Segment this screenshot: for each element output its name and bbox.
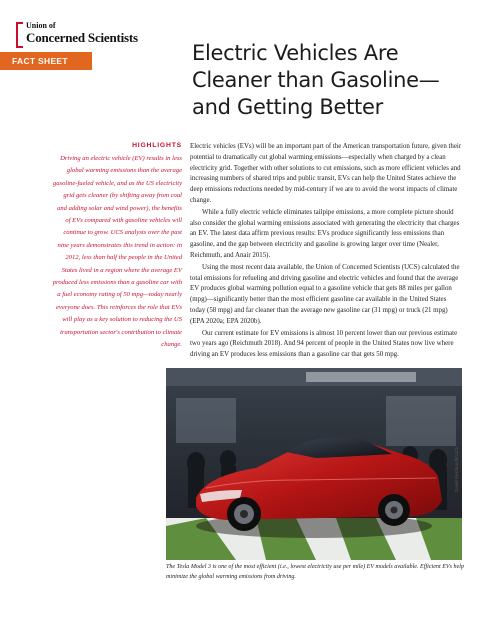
body-paragraph-1: Electric vehicles (EVs) will be an important part of the American transportation future, given their potential to dramatically cut global warming emissions—especially when charged by a clean electricity grid. Together with other solutions to cut emissions, such as more efficient vehicles and increasing numbers of shared trips and public transit, EVs can help the United States achieve the deep emissions reductions needed by mid-century if we are to avoid the worst impacts of climate change.	[190, 143, 462, 204]
logo-bracket	[16, 22, 23, 48]
highlights-sidebar	[52, 142, 182, 352]
tesla-model3-photo	[166, 368, 462, 560]
fact-sheet-badge: FACT SHEET	[0, 52, 92, 70]
body-text	[190, 142, 462, 361]
highlights-text: Driving an electric vehicle (EV) results in less global warming emissions than the average gasoline-fueled vehicle, and as the US electricity grid gets cleaner (by shifting away from coal and adding solar and wind power), the benefits of EVs compared with gasoline vehicles will continue to grow. UCS analysts over the past nine years demonstrates this trend in action: in 2012, less than half the people in the United States lived in a region where the average EV produced less emissions than a gasoline car with a fuel economy rating of 50 mpg—today nearly everyone does. This reinforces the role that EVs will play as a key solution to reducing the US transportation sector's contribution to climate change.	[52, 155, 182, 349]
photo-caption: The Tesla Model 3 is one of the most efficient (i.e., lowest electricity use per mile) EV models available. Efficient EVs help minimize the global warming emissions from driving.	[166, 564, 465, 580]
logo-line2: Concerned Scientists	[26, 30, 138, 45]
body-paragraph-2: While a fully electric vehicle eliminates tailpipe emissions, a more complete picture should also consider the global warming emissions associated with generating the electricity that charges an EV. The latest data affirm previous results: EVs produce significantly less emissions than gasoline, and the gap between electricity and gasoline is growing larger over time (Nealer, Reichmuth, and Anair 2015).	[190, 208, 460, 259]
photo-credit: David Reichmuth/UCS	[454, 446, 459, 492]
body-paragraph-4: Our current estimate for EV emissions is almost 10 percent lower than our previous estimate two years ago (Reichmuth 2018). And 94 percent of people in the United States now live where driving an EV produces less emissions than a gasoline car that gets 50 mpg.	[190, 329, 458, 359]
ucs-logo	[16, 20, 166, 50]
page-title: Electric Vehicles Are Cleaner than Gasoline—and Getting Better	[192, 41, 440, 119]
logo-line1: Union of	[26, 21, 56, 30]
highlights-heading: HIGHLIGHTS	[132, 142, 182, 149]
body-paragraph-3: Using the most recent data available, the Union of Concerned Scientists (UCS) calculated the total emissions for refueling and driving gasoline and electric vehicles and found that the average EV produces global warming pollution equal to a gasoline vehicle that gets 88 miles per gallon (mpg)—significantly better than the most efficient gasoline car available in the United States today (58 mpg) and far cleaner than the average new gasoline car (31 mpg) or truck (21 mpg) (EPA 2020a; EPA 2020b).	[190, 263, 460, 325]
